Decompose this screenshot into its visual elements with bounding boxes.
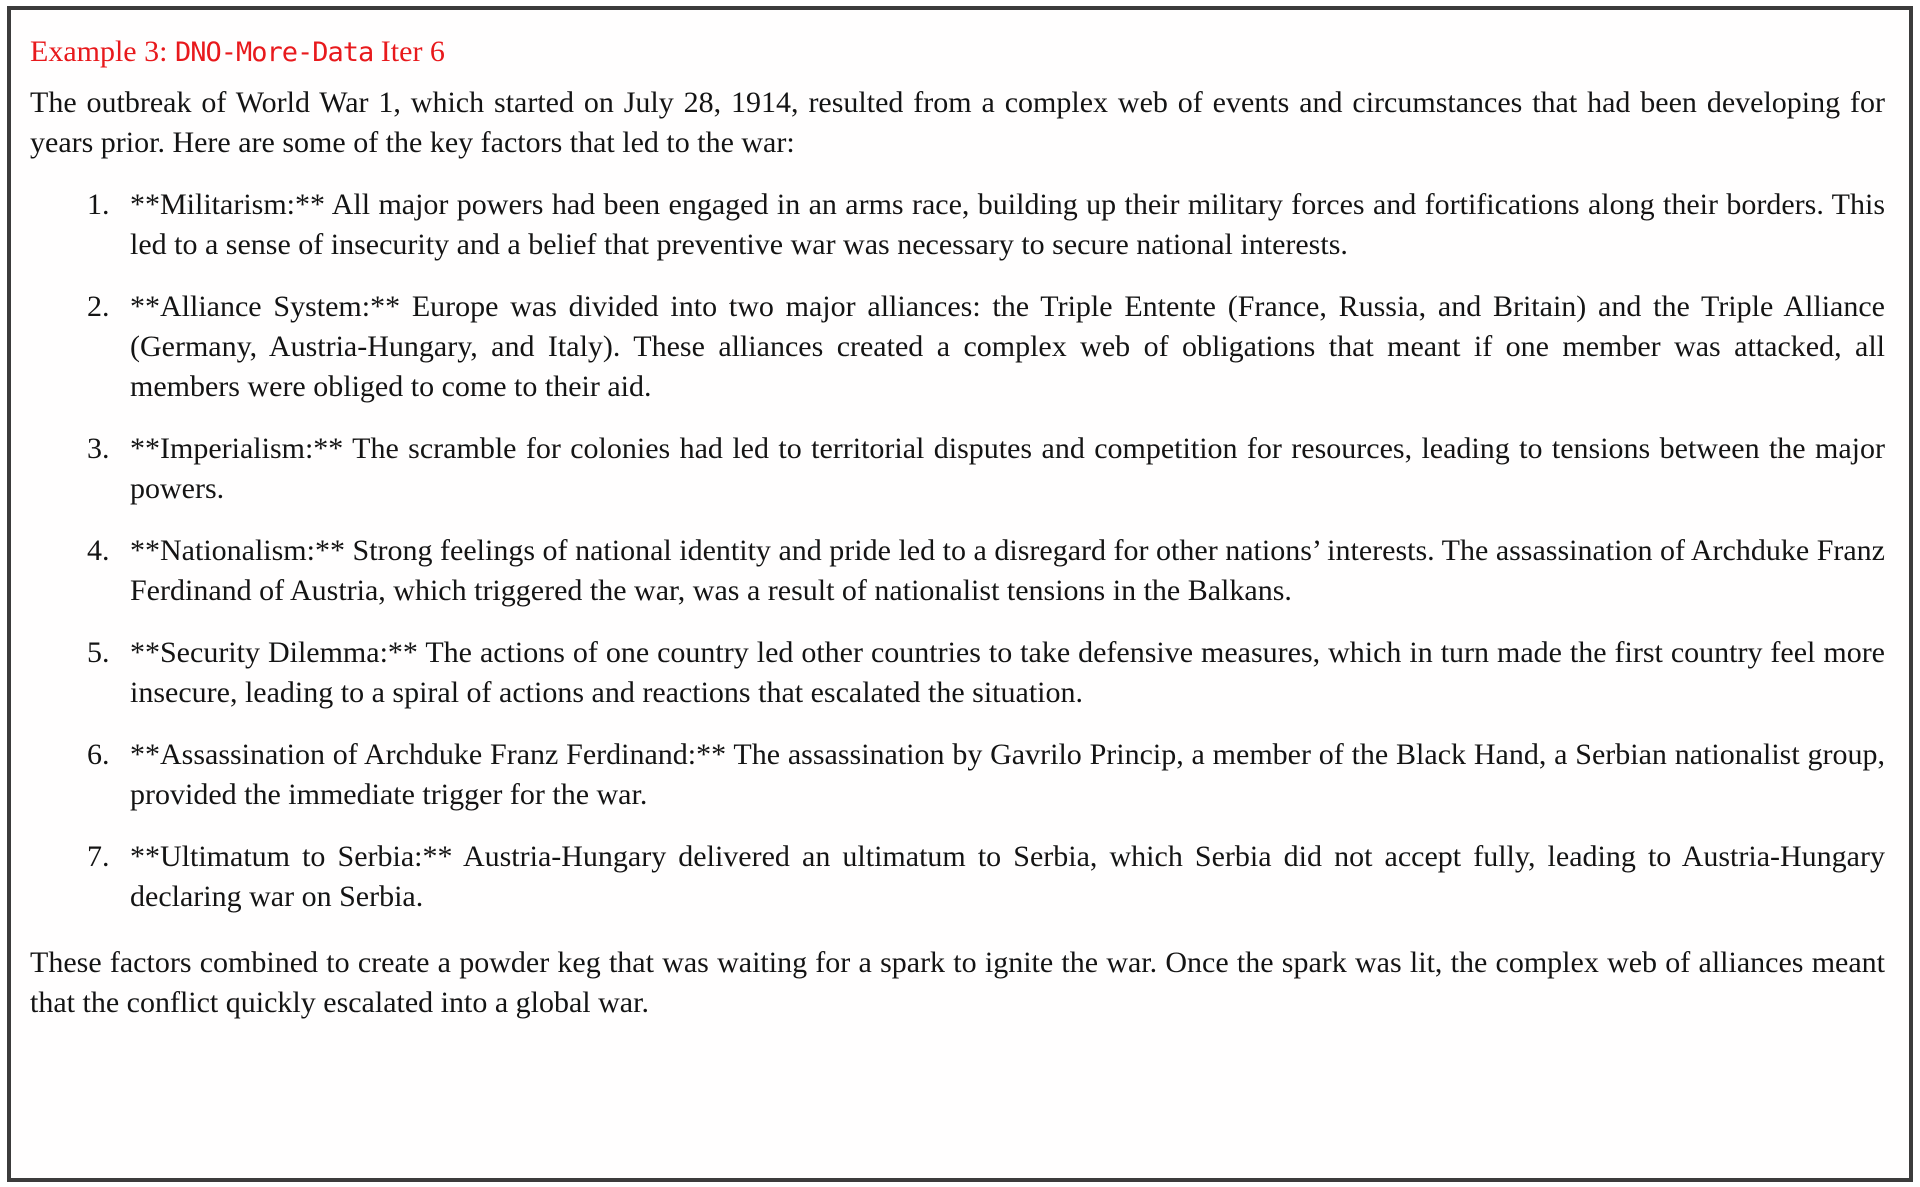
factors-list [30,185,1885,917]
item-text: **Nationalism:** Strong feelings of national identity and pride led to a disregard for other nations’ interests. The assassination of Archduke Franz Ferdinand of Austria, which triggered the war, was a result of nationalist tensions in the Balkans. [130,534,1885,607]
example-header [30,32,1885,73]
item-text: **Alliance System:** Europe was divided into two major alliances: the Triple Entente (France, Russia, and Britain) and the Triple Alliance (Germany, Austria-Hungary, and Italy). These alliances created a complex web of obligations that meant if one member was attacked, all members were obliged to come to their aid. [130,290,1885,403]
example-header-suffix: Iter 6 [373,35,445,68]
example-box [7,6,1913,1182]
example-header-method-tag: DNO-More-Data [174,37,374,68]
item-number: 4. [87,534,110,567]
item-number: 7. [87,840,110,873]
closing-paragraph: These factors combined to create a powder keg that was waiting for a spark to ignite the war. Once the spark was lit, the complex web of alliances meant that the conflict quickly escalated into a global war. [30,946,1885,1019]
item-text: **Ultimatum to Serbia:** Austria-Hungary delivered an ultimatum to Serbia, which Serbia did not accept fully, leading to Austria-Hungary declaring war on Serbia. [130,840,1885,913]
list-item [30,287,1885,407]
example-header-prefix: Example 3: [30,35,175,68]
item-text: **Imperialism:** The scramble for colonies had led to territorial disputes and competition for resources, leading to tensions between the major powers. [130,432,1885,505]
item-number: 1. [87,188,110,221]
list-item [30,185,1885,265]
item-number: 6. [87,738,110,771]
list-item [30,837,1885,917]
list-item [30,633,1885,713]
list-item [30,531,1885,611]
list-item [30,735,1885,815]
item-number: 2. [87,290,110,323]
item-text: **Militarism:** All major powers had been engaged in an arms race, building up their military forces and fortifications along their borders. This led to a sense of insecurity and a belief that preventive war was necessary to secure national interests. [130,188,1885,261]
item-text: **Assassination of Archduke Franz Ferdinand:** The assassination by Gavrilo Princip, a member of the Black Hand, a Serbian nationalist group, provided the immediate trigger for the war. [130,738,1885,811]
item-number: 5. [87,636,110,669]
item-number: 3. [87,432,110,465]
example-content [11,10,1909,1023]
list-item [30,429,1885,509]
item-text: **Security Dilemma:** The actions of one country led other countries to take defensive measures, which in turn made the first country feel more insecure, leading to a spiral of actions and reactions that escalated the situation. [130,636,1885,709]
intro-paragraph: The outbreak of World War 1, which started on July 28, 1914, resulted from a complex web of events and circumstances that had been developing for years prior. Here are some of the key factors that led to the war: [30,86,1885,159]
